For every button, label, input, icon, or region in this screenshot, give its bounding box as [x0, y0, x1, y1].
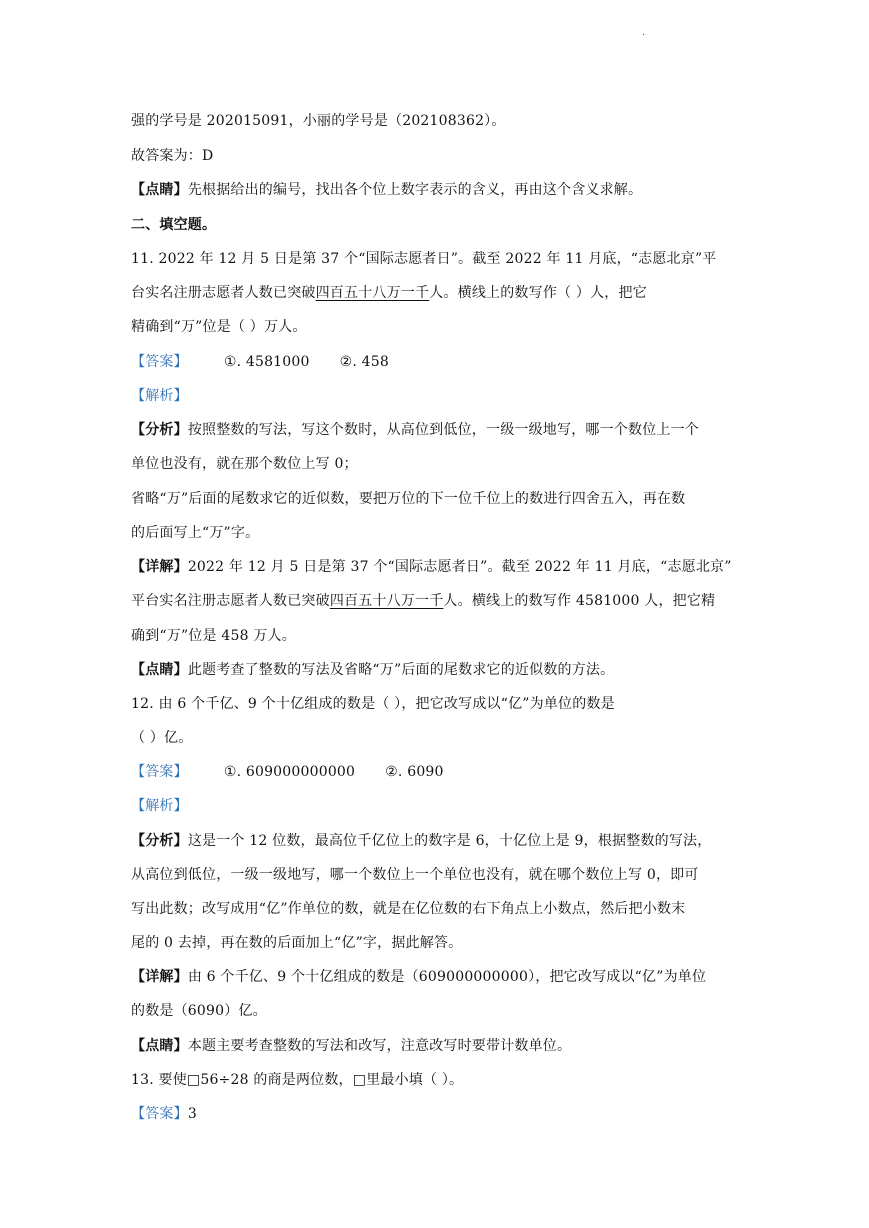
question-11-line2: 台实名注册志愿者人数已突破四百五十八万一千人。横线上的数写作（ ）人，把它 — [131, 285, 647, 301]
text-line: 平台实名注册志愿者人数已突破四百五十八万一千人。横线上的数写作 4581000 人，把它精 — [131, 593, 716, 609]
text-line: 强的学号是 202015091，小丽的学号是（202108362）。 — [131, 113, 506, 129]
text-line: 省略“万”后面的尾数求它的近似数，要把万位的下一位千位上的数进行四舍五入，再在数 — [131, 491, 686, 507]
fenxi-tag: 【分析】 — [131, 833, 188, 849]
xiangjie-line: 【详解】由 6 个千亿、9 个十亿组成的数是（609000000000），把它改写成以“亿”为单位 — [131, 969, 707, 985]
section-heading: 二、填空题。 — [131, 217, 217, 233]
answer-tag: 【答案】 — [131, 354, 188, 370]
text-line: 的数是（6090）亿。 — [131, 1003, 267, 1019]
jiexi-tag: 【解析】 — [131, 388, 188, 404]
dianjing-tag: 【点睛】 — [131, 182, 188, 198]
text-line: 写出此数；改写成用“亿”作单位的数，就是在亿位数的右下角点上小数点，然后把小数末 — [131, 901, 686, 917]
question-12: 12. 由 6 个千亿、9 个十亿组成的数是（ ），把它改写成以“亿”为单位的数是 — [131, 696, 615, 712]
dianjing-line: 【点睛】先根据给出的编号，找出各个位上数字表示的含义，再由这个含义求解。 — [131, 182, 643, 198]
question-13: 13. 要使□56÷28 的商是两位数，□里最小填（ ）。 — [131, 1072, 464, 1088]
text-line: 单位也没有，就在那个数位上写 0； — [131, 456, 358, 472]
text-line: 尾的 0 去掉，再在数的后面加上“亿”字，据此解答。 — [131, 935, 463, 951]
dianjing-tag: 【点睛】 — [131, 662, 188, 678]
text-line: 的后面写上“万”字。 — [131, 525, 260, 541]
question-12-line2: （ ）亿。 — [131, 730, 193, 746]
dianjing-line: 【点睛】此题考查了整数的写法及省略“万”后面的尾数求它的近似数的方法。 — [131, 662, 615, 678]
xiangjie-tag: 【详解】 — [131, 559, 188, 575]
fenxi-tag: 【分析】 — [131, 422, 188, 438]
question-11: 11. 2022 年 12 月 5 日是第 37 个“国际志愿者日”。截至 2022 年 11 月底，“志愿北京”平 — [131, 251, 717, 267]
xiangjie-line: 【详解】2022 年 12 月 5 日是第 37 个“国际志愿者日”。截至 2022 年 11 月底，“志愿北京” — [131, 559, 732, 575]
fenxi-line: 【分析】这是一个 12 位数，最高位千亿位上的数字是 6，十亿位上是 9，根据整数的写法， — [131, 833, 712, 849]
underlined-number: 四百五十八万一千 — [315, 285, 430, 301]
dianjing-line: 【点睛】本题主要考查整数的写法和改写，注意改写时要带计数单位。 — [131, 1038, 572, 1054]
page-mark: · — [642, 30, 646, 41]
answer-tag: 【答案】 — [131, 764, 188, 780]
jiexi-tag: 【解析】 — [131, 798, 188, 814]
text-line: 故答案为：D — [131, 148, 214, 164]
answer-line: 【答案】3 — [131, 1106, 197, 1122]
text-line: 从高位到低位，一级一级地写，哪一个数位上一个单位也没有，就在哪个数位上写 0，即可 — [131, 867, 699, 883]
dianjing-tag: 【点睛】 — [131, 1038, 188, 1054]
fenxi-line: 【分析】按照整数的写法，写这个数时，从高位到低位，一级一级地写，哪一个数位上一个 — [131, 422, 700, 438]
answer-line: 【答案】 ①. 4581000 ②. 458 — [131, 354, 389, 370]
answer-line: 【答案】 ①. 609000000000 ②. 6090 — [131, 764, 444, 780]
question-11-line3: 精确到“万”位是（ ）万人。 — [131, 319, 307, 335]
xiangjie-tag: 【详解】 — [131, 969, 188, 985]
answer-tag: 【答案】 — [131, 1106, 188, 1122]
text-line: 确到“万”位是 458 万人。 — [131, 628, 296, 644]
underlined-number: 四百五十八万一千 — [329, 593, 444, 609]
